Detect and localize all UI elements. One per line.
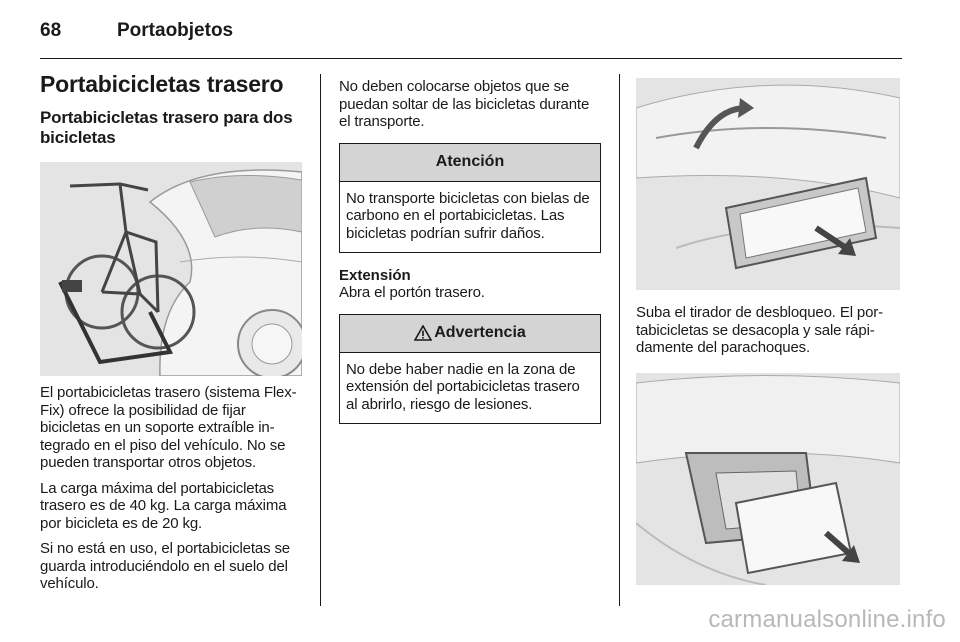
- carrier-extended-illustration: [636, 373, 900, 585]
- column-2: [339, 78, 601, 424]
- column-divider-1: [320, 74, 321, 606]
- warning-box-body: No debe haber nadie en la zona de extensión del portabicicletas trasero al abrirlo, riesgo de lesiones.: [346, 360, 580, 413]
- paragraph-3: Si no está en uso, el portabicicletas se guarda introduciéndolo en el suelo del vehículo.: [40, 540, 290, 592]
- section-title: Portabicicletas trasero: [40, 71, 284, 97]
- column-divider-2: [619, 74, 620, 606]
- column-3: [636, 78, 900, 585]
- page-header: [40, 18, 902, 62]
- release-handle-illustration: [636, 78, 900, 290]
- intro-paragraph: No deben colocarse objetos que se puedan soltar de las bicicletas durante el transporte.: [339, 78, 590, 130]
- paragraph-2: La carga máxima del portabicicletas trasero es de 40 kg. La carga máxima por bicicleta es de 20 kg.: [40, 479, 287, 532]
- watermark: carmanualsonline.info: [708, 606, 946, 633]
- warning-triangle-icon: [414, 325, 432, 341]
- attention-box-body: No transporte bicicletas con bielas de carbono en el portabicicletas. Las bicicletas podrían sufrir daños.: [346, 189, 590, 242]
- warning-box-title: Advertencia: [434, 324, 526, 341]
- release-caption: Suba el tirador de desbloqueo. El portabicicletas se desacopla y sale rápidamente del parachoques.: [636, 304, 884, 356]
- warning-box-header: [340, 315, 600, 353]
- attention-box-title: Atención: [340, 144, 600, 182]
- column-1: [40, 70, 302, 593]
- bike-carrier-illustration: [40, 162, 302, 376]
- sub-title: Portabicicletas trasero para dos bicicletas: [40, 108, 293, 147]
- extension-label: Extensión: [339, 267, 411, 284]
- paragraph-1: El portabicicletas trasero (sistema Flex-Fix) ofrece la posibilidad de fijar bicicletas en un soporte extraíble integrado en el piso del vehículo. No se pueden transportar otros objetos.: [40, 384, 297, 471]
- attention-box: [339, 143, 601, 254]
- page-number: 68: [40, 20, 62, 41]
- extension-text: Abra el portón trasero.: [339, 284, 485, 301]
- warning-box: [339, 314, 601, 425]
- header-rule: [40, 58, 902, 59]
- running-title: Portaobjetos: [117, 20, 234, 41]
